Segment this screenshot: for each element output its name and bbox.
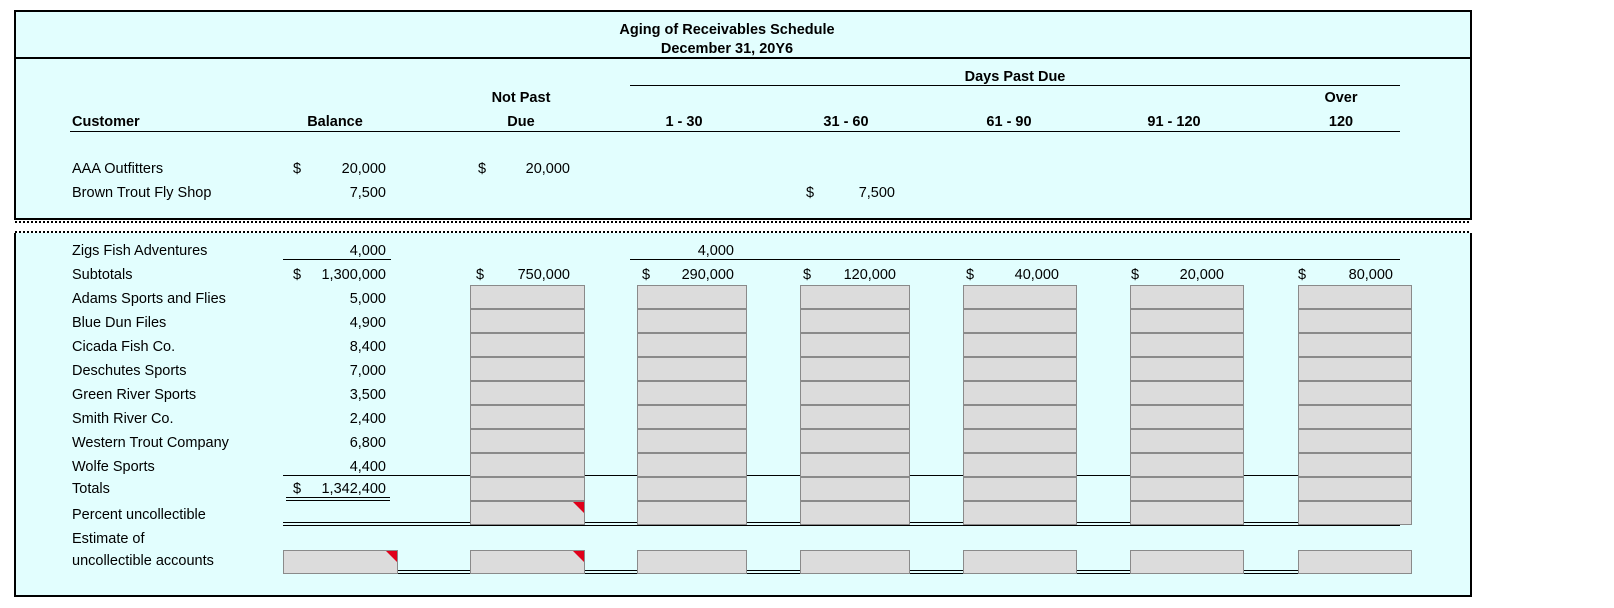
aging-input-not-past-due[interactable] <box>470 285 585 309</box>
header-underline <box>70 131 1400 132</box>
header-over-1: Over <box>1324 90 1358 106</box>
header-customer: Customer <box>72 114 140 130</box>
percent-input-not-past-due[interactable] <box>470 501 585 525</box>
header-not-past-1: Not Past <box>491 90 551 106</box>
header-not-past-2: Due <box>507 114 535 130</box>
customer-name: Western Trout Company <box>72 435 229 451</box>
dollar-sign: $ <box>1298 267 1307 283</box>
dollar-sign: $ <box>1131 267 1140 283</box>
d31-60-value: 7,500 <box>858 185 895 201</box>
header-balance: Balance <box>307 114 363 130</box>
aging-input-91-120[interactable] <box>1130 285 1244 309</box>
customer-name: AAA Outfitters <box>72 161 164 177</box>
dollar-sign: $ <box>806 185 815 201</box>
customer-name: Zigs Fish Adventures <box>72 243 208 259</box>
total-balance-double-underline <box>286 500 390 501</box>
aging-input-1-30[interactable] <box>637 405 747 429</box>
subtotal-1-30: 290,000 <box>681 267 734 283</box>
aging-input-over-120[interactable] <box>1298 309 1412 333</box>
subtotal-91-120: 20,000 <box>1179 267 1224 283</box>
balance-value: 3,500 <box>349 387 386 403</box>
balance-value: 7,500 <box>349 185 386 201</box>
aging-input-not-past-due[interactable] <box>470 477 585 501</box>
header-61-90: 61 - 90 <box>986 114 1032 130</box>
table-break-line <box>15 221 1470 223</box>
estimate-input-31-60[interactable] <box>800 550 910 574</box>
balance-value: 6,800 <box>349 435 386 451</box>
subtotals-label: Subtotals <box>72 267 133 283</box>
comment-marker[interactable] <box>573 551 584 562</box>
aging-input-not-past-due[interactable] <box>470 357 585 381</box>
aging-input-91-120[interactable] <box>1130 333 1244 357</box>
aging-input-not-past-due[interactable] <box>470 309 585 333</box>
aging-input-61-90[interactable] <box>963 285 1077 309</box>
subtotal-over-120: 80,000 <box>1348 267 1393 283</box>
aging-input-61-90[interactable] <box>963 381 1077 405</box>
aging-input-over-120[interactable] <box>1298 381 1412 405</box>
aging-input-over-120[interactable] <box>1298 453 1412 477</box>
comment-marker[interactable] <box>573 502 584 513</box>
aging-input-1-30[interactable] <box>637 477 747 501</box>
comment-marker[interactable] <box>386 551 397 562</box>
customer-name: Deschutes Sports <box>72 363 187 379</box>
aging-input-over-120[interactable] <box>1298 357 1412 381</box>
percent-input-31-60[interactable] <box>800 501 910 525</box>
total-balance-double-underline <box>286 497 390 498</box>
balance-value: 5,000 <box>349 291 386 307</box>
totals-label: Totals <box>72 481 110 497</box>
balance-value: 2,400 <box>349 411 386 427</box>
aging-input-over-120[interactable] <box>1298 477 1412 501</box>
header-over-2: 120 <box>1328 114 1354 130</box>
aging-input-31-60[interactable] <box>800 429 910 453</box>
aging-input-over-120[interactable] <box>1298 285 1412 309</box>
dollar-sign: $ <box>293 481 302 497</box>
balance-underline <box>283 259 391 260</box>
aging-input-31-60[interactable] <box>800 477 910 501</box>
aging-input-not-past-due[interactable] <box>470 453 585 477</box>
balance-value: 4,000 <box>349 243 386 259</box>
subtotal-61-90: 40,000 <box>1014 267 1059 283</box>
aging-input-not-past-due[interactable] <box>470 381 585 405</box>
aging-input-61-90[interactable] <box>963 429 1077 453</box>
balance-value: 4,400 <box>349 459 386 475</box>
aging-input-1-30[interactable] <box>637 429 747 453</box>
schedule-title: Aging of Receivables Schedule <box>619 22 835 38</box>
aging-input-61-90[interactable] <box>963 453 1077 477</box>
estimate-label-line1: Estimate of <box>72 531 145 547</box>
dollar-sign: $ <box>642 267 651 283</box>
header-91-120: 91 - 120 <box>1147 114 1201 130</box>
aging-input-1-30[interactable] <box>637 285 747 309</box>
aging-input-31-60[interactable] <box>800 309 910 333</box>
aging-input-not-past-due[interactable] <box>470 429 585 453</box>
aging-input-61-90[interactable] <box>963 357 1077 381</box>
estimate-label-line2: uncollectible accounts <box>72 553 214 569</box>
aging-input-91-120[interactable] <box>1130 405 1244 429</box>
customer-name: Green River Sports <box>72 387 197 403</box>
estimate-input-1-30[interactable] <box>637 550 747 574</box>
aging-input-1-30[interactable] <box>637 357 747 381</box>
aging-input-31-60[interactable] <box>800 453 910 477</box>
percent-input-1-30[interactable] <box>637 501 747 525</box>
percent-row-underline <box>283 525 1400 526</box>
dollar-sign: $ <box>966 267 975 283</box>
subtotal-balance: 1,300,000 <box>321 267 386 283</box>
customer-name: Brown Trout Fly Shop <box>72 185 212 201</box>
estimate-input-balance[interactable] <box>283 550 398 574</box>
aging-input-91-120[interactable] <box>1130 429 1244 453</box>
schedule-date: December 31, 20Y6 <box>660 41 794 57</box>
days-past-due-underline <box>630 85 1400 86</box>
aging-input-61-90[interactable] <box>963 333 1077 357</box>
aging-input-91-120[interactable] <box>1130 477 1244 501</box>
subtotal-not-past-due: 750,000 <box>517 267 570 283</box>
aging-input-not-past-due[interactable] <box>470 405 585 429</box>
aging-input-91-120[interactable] <box>1130 453 1244 477</box>
aging-input-31-60[interactable] <box>800 333 910 357</box>
percent-input-91-120[interactable] <box>1130 501 1244 525</box>
aging-input-1-30[interactable] <box>637 309 747 333</box>
aging-input-61-90[interactable] <box>963 405 1077 429</box>
aging-input-31-60[interactable] <box>800 357 910 381</box>
percent-input-61-90[interactable] <box>963 501 1077 525</box>
header-1-30: 1 - 30 <box>665 114 703 130</box>
dollar-sign: $ <box>476 267 485 283</box>
dollar-sign: $ <box>293 267 302 283</box>
aging-input-over-120[interactable] <box>1298 333 1412 357</box>
estimate-input-not-past-due[interactable] <box>470 550 585 574</box>
percent-input-over-120[interactable] <box>1298 501 1412 525</box>
aging-input-91-120[interactable] <box>1130 357 1244 381</box>
balance-value: 4,900 <box>349 315 386 331</box>
customer-name: Blue Dun Files <box>72 315 167 331</box>
estimate-input-over-120[interactable] <box>1298 550 1412 574</box>
d1-30-value: 4,000 <box>697 243 734 259</box>
aging-input-over-120[interactable] <box>1298 429 1412 453</box>
subtotal-line <box>630 259 1400 260</box>
dollar-sign: $ <box>803 267 812 283</box>
estimate-input-61-90[interactable] <box>963 550 1077 574</box>
balance-value: 7,000 <box>349 363 386 379</box>
customer-name: Cicada Fish Co. <box>72 339 176 355</box>
dollar-sign: $ <box>293 161 302 177</box>
total-balance: 1,342,400 <box>321 481 386 497</box>
aging-input-61-90[interactable] <box>963 309 1077 333</box>
estimate-input-91-120[interactable] <box>1130 550 1244 574</box>
customer-name: Smith River Co. <box>72 411 174 427</box>
aging-input-not-past-due[interactable] <box>470 333 585 357</box>
aging-input-61-90[interactable] <box>963 477 1077 501</box>
aging-input-31-60[interactable] <box>800 285 910 309</box>
percent-uncollectible-label: Percent uncollectible <box>72 507 206 523</box>
aging-input-over-120[interactable] <box>1298 405 1412 429</box>
days-past-due-header: Days Past Due <box>964 69 1066 85</box>
customer-name: Wolfe Sports <box>72 459 155 475</box>
aging-input-31-60[interactable] <box>800 405 910 429</box>
aging-input-1-30[interactable] <box>637 453 747 477</box>
balance-value: 20,000 <box>341 161 386 177</box>
aging-input-31-60[interactable] <box>800 381 910 405</box>
header-31-60: 31 - 60 <box>823 114 869 130</box>
subtotal-31-60: 120,000 <box>843 267 896 283</box>
aging-input-91-120[interactable] <box>1130 309 1244 333</box>
aging-input-91-120[interactable] <box>1130 381 1244 405</box>
not-past-due-value: 20,000 <box>525 161 570 177</box>
aging-input-1-30[interactable] <box>637 381 747 405</box>
balance-value: 8,400 <box>349 339 386 355</box>
aging-input-1-30[interactable] <box>637 333 747 357</box>
dollar-sign: $ <box>478 161 487 177</box>
customer-name: Adams Sports and Flies <box>72 291 226 307</box>
